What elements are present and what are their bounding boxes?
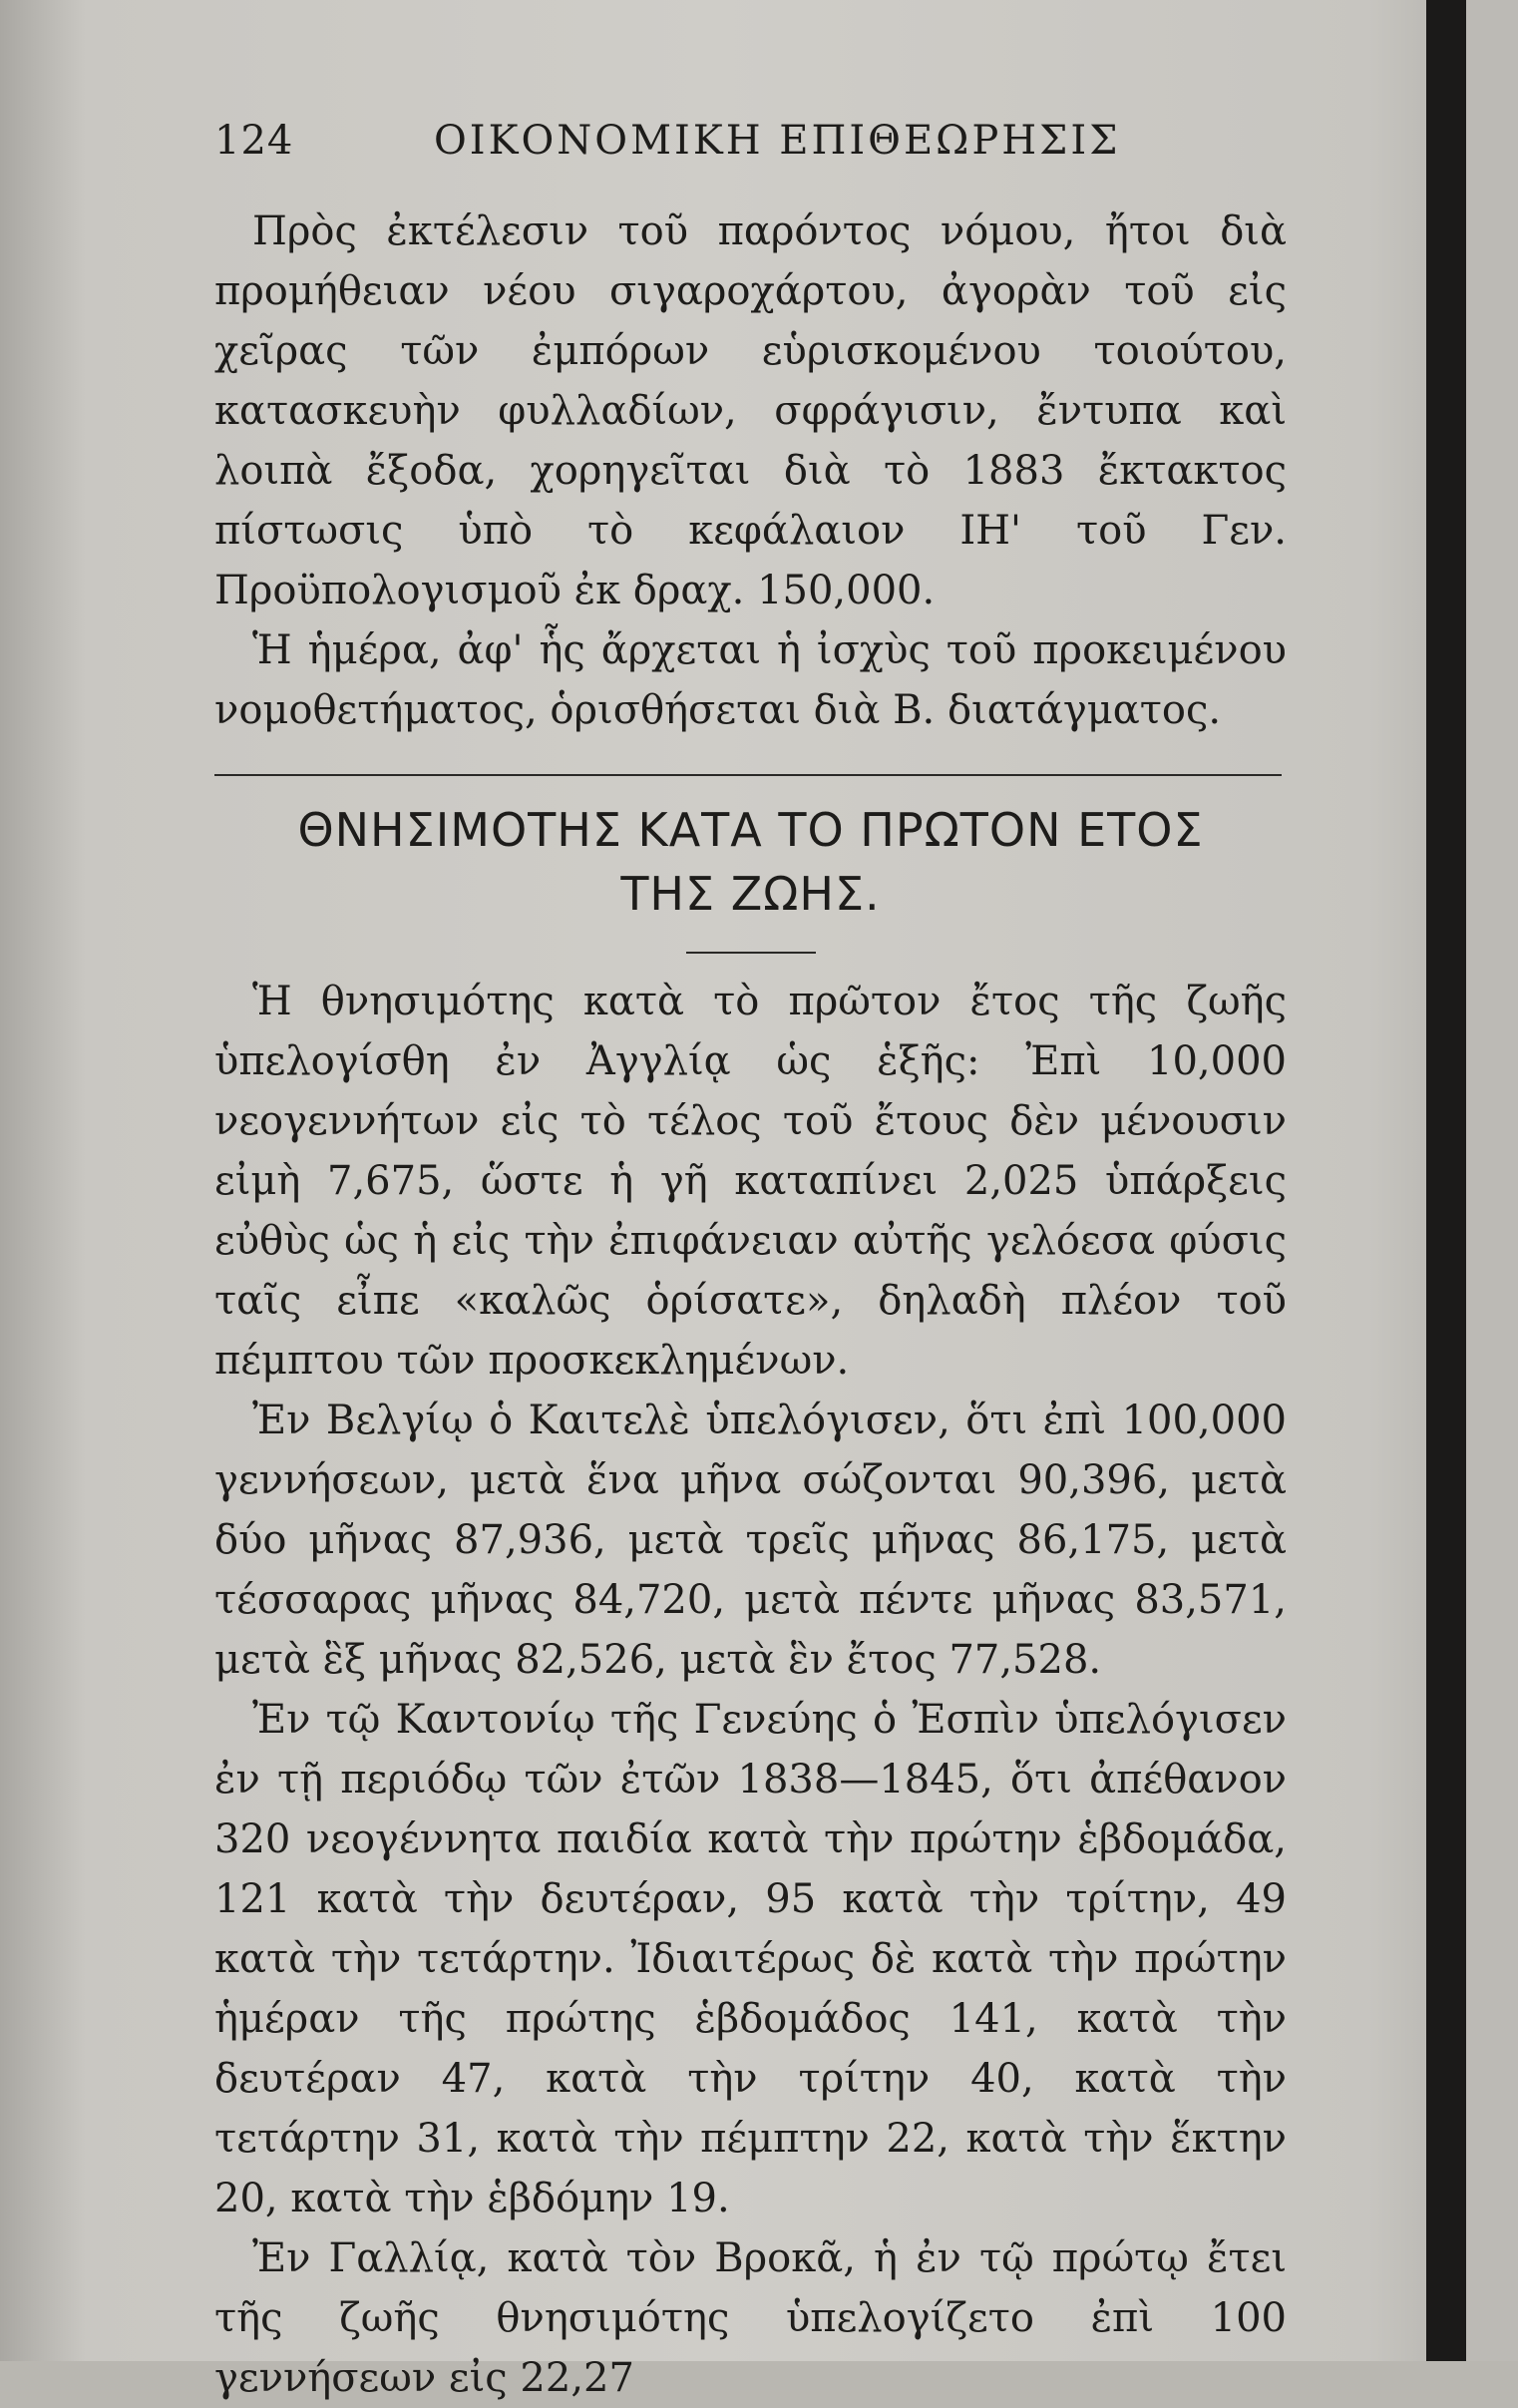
- paragraph-belgium: Ἐν Βελγίῳ ὁ Καιτελὲ ὑπελόγισεν, ὅτι ἐπὶ 100,000 γεννήσεων, μετὰ ἕνα μῆνα σώζονται 90,396, μετὰ δύο μῆνας 87,936, μετὰ τρεῖς μῆνας 86,175, μετὰ τέσσαρας μῆνας 84,720, μετὰ πέντε μῆνας 83,571, μετὰ ἓξ μῆνας 82,526, μετὰ ἓν ἔτος 77,528.: [214, 1398, 1287, 1683]
- section-heading-line-1: ΘΝΗΣΙΜΟΤΗΣ ΚΑΤΑ ΤΟ ΠΡΩΤΟΝ ΕΤΟΣ: [297, 803, 1204, 857]
- paragraph-effective-date: Ἡ ἡμέρα, ἀφ' ἧς ἄρχεται ἡ ἰσχὺς τοῦ προκειμένου νομοθετήματος, ὁρισθήσεται διὰ Β. διατάγματος.: [214, 627, 1287, 733]
- page-margin-edge: [1466, 0, 1518, 2361]
- paragraph-geneva: Ἐν τῷ Καντονίῳ τῆς Γενεύης ὁ Ἐσπὶν ὑπελόγισεν ἐν τῇ περιόδῳ τῶν ἐτῶν 1838—1845, ὅτι ἀπέθανον 320 νεογέννητα παιδία κατὰ τὴν πρώτην ἑβδομάδα, 121 κατὰ τὴν δευτέραν, 95 κατὰ τὴν τρίτην, 49 κατὰ τὴν τετάρτην. Ἰδιαιτέρως δὲ κατὰ τὴν πρώτην ἡμέραν τῆς πρώτης ἑβδομάδος 141, κατὰ τὴν δευτέραν 47, κατὰ τὴν τρίτην 40, κατὰ τὴν τετάρτην 31, κατὰ τὴν πέμπτην 22, κατὰ τὴν ἕκτην 20, κατὰ τὴν ἑβδόμην 19.: [214, 1697, 1287, 2221]
- heading-underline: [686, 952, 816, 954]
- section-heading: [214, 798, 1287, 926]
- paragraph-france: Ἐν Γαλλίᾳ, κατὰ τὸν Βροκᾶ, ἡ ἐν τῷ πρώτῳ ἔτει τῆς ζωῆς θνησιμότης ὑπελογίζετο ἐπὶ 100 γεννήσεων εἰς 22,27: [214, 2235, 1287, 2401]
- section-divider: [214, 774, 1282, 776]
- paragraph-law-execution: Πρὸς ἐκτέλεσιν τοῦ παρόντος νόμου, ἤτοι διὰ προμήθειαν νέου σιγαροχάρτου, ἀγορὰν τοῦ εἰς χεῖρας τῶν ἐμπόρων εὑρισκομένου τοιούτου, κατασκευὴν φυλλαδίων, σφράγισιν, ἔντυπα καὶ λοιπὰ ἔξοδα, χορηγεῖται διὰ τὸ 1883 ἔκτακτος πίστωσις ὑπὸ τὸ κεφάλαιον ΙΗ' τοῦ Γεν. Προϋπολογισμοῦ ἐκ δραχ. 150,000.: [214, 208, 1287, 613]
- page-number: 124: [214, 118, 294, 164]
- running-header: [214, 110, 1287, 170]
- page-content: [214, 110, 1287, 2408]
- running-title: ΟΙΚΟΝΟΜΙΚΗ ΕΠΙΘΕΩΡΗΣΙΣ: [434, 118, 1121, 164]
- section-heading-line-2: ΤΗΣ ΖΩΗΣ.: [620, 867, 881, 921]
- book-binding-edge: [1426, 0, 1466, 2361]
- paragraph-england: Ἡ θνησιμότης κατὰ τὸ πρῶτον ἔτος τῆς ζωῆς ὑπελογίσθη ἐν Ἀγγλίᾳ ὡς ἑξῆς: Ἐπὶ 10,000 νεογεννήτων εἰς τὸ τέλος τοῦ ἔτους δὲν μένουσιν εἰμὴ 7,675, ὥστε ἡ γῆ καταπίνει 2,025 ὑπάρξεις εὐθὺς ὡς ἡ εἰς τὴν ἐπιφάνειαν αὐτῆς γελόεσα φύσις ταῖς εἶπε «καλῶς ὁρίσατε», δηλαδὴ πλέον τοῦ πέμπτου τῶν προσκεκλημένων.: [214, 979, 1287, 1384]
